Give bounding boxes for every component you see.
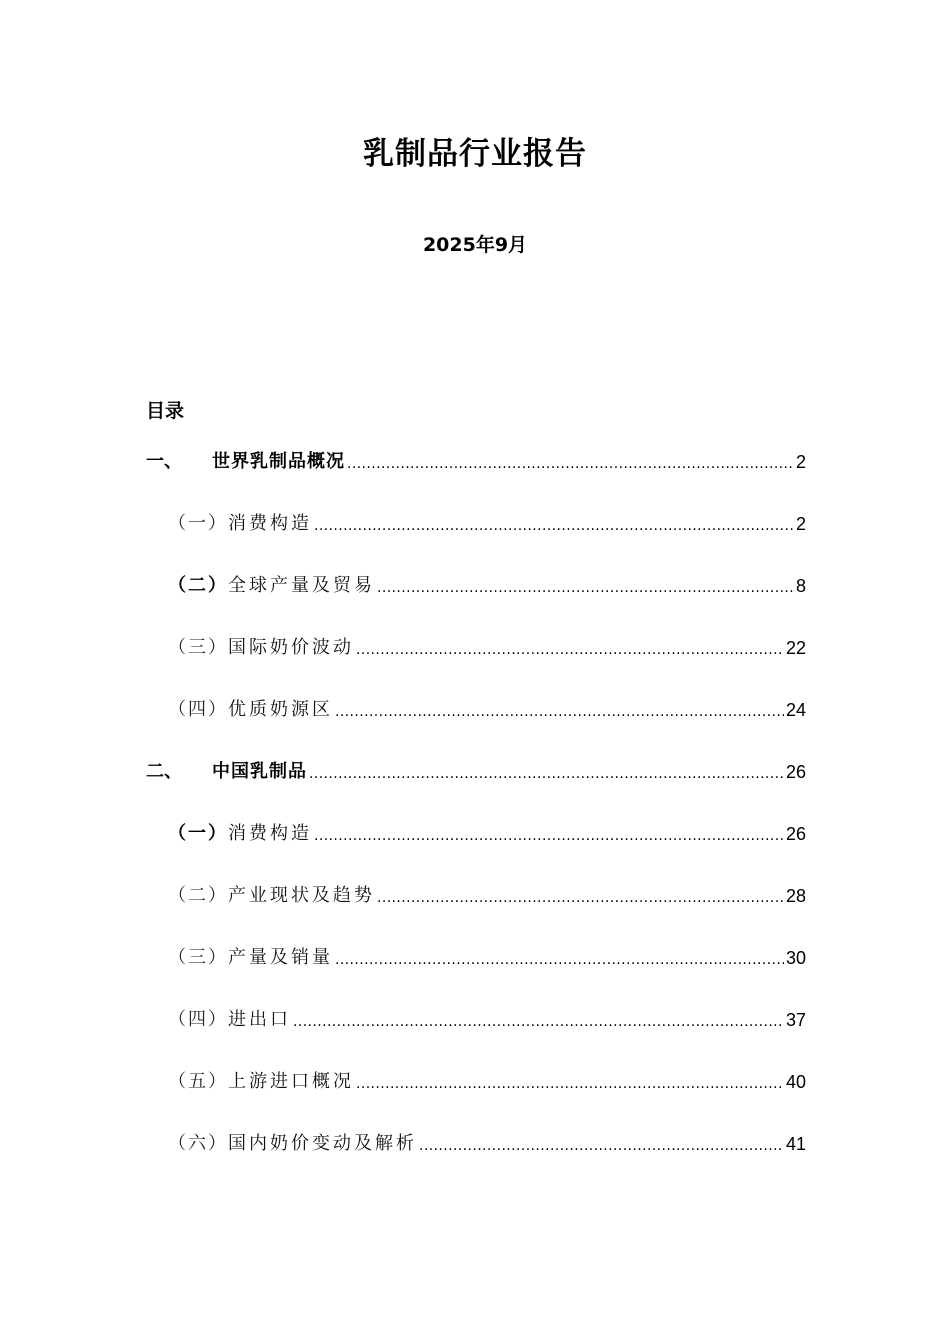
toc-dot-leader [335,699,784,725]
toc-dot-leader [293,1009,784,1035]
toc-entry-page: 30 [785,948,806,968]
toc-dot-leader [356,1071,784,1097]
document-date: 2025年9月 [422,234,528,256]
toc-dot-leader [335,947,784,973]
toc-entry[interactable] [168,1005,806,1035]
toc-entry-title: 国际奶价波动 [228,637,354,658]
toc-entry-number: （三） [168,637,228,658]
toc-entry[interactable] [146,757,806,787]
toc-entry[interactable] [168,943,806,973]
toc-entry-number: （二） [168,885,228,906]
toc-entry-title: 优质奶源区 [228,699,333,720]
toc-dot-leader [314,823,784,849]
toc-entry-number: （六） [168,1133,228,1154]
toc-entry-title: 进出口 [228,1009,291,1030]
toc-entry-number: （四） [168,1009,228,1030]
toc-entry-page: 26 [785,762,806,782]
toc-entry-page: 26 [785,824,806,844]
toc-entry[interactable] [168,695,806,725]
toc-entry-title: 世界乳制品概况 [212,451,345,472]
toc-dot-leader [356,637,784,663]
toc-entry[interactable] [168,633,806,663]
toc-entry-number: 二、 [146,761,182,782]
toc-entry-number: （一） [168,513,228,534]
toc-entry-page: 2 [795,514,806,534]
toc-entry[interactable] [168,819,806,849]
toc-entry[interactable] [168,571,806,601]
toc-entry-number: （五） [168,1071,228,1092]
toc-entry-title: 消费构造 [228,513,312,534]
toc-entry-title: 消费构造 [228,823,312,844]
toc-entry-number: （三） [168,947,228,968]
toc-entry-title: 产量及销量 [228,947,333,968]
toc-entry-page: 24 [785,700,806,720]
toc-entry-title: 上游进口概况 [228,1071,354,1092]
toc-entry[interactable] [168,1067,806,1097]
toc-dot-leader [309,761,784,787]
toc-entry[interactable] [146,447,806,477]
toc-entry-page: 40 [785,1072,806,1092]
document-title: 乳制品行业报告 [363,136,587,172]
toc-entry[interactable] [168,881,806,911]
toc-entry-title: 全球产量及贸易 [228,575,375,596]
toc-entry-page: 37 [785,1010,806,1030]
toc-entry[interactable] [168,509,806,539]
toc-dot-leader [419,1133,784,1159]
toc-heading: 目录 [146,400,185,422]
toc-entry-page: 2 [795,452,806,472]
toc-entry-title: 中国乳制品 [212,761,307,782]
toc-entry-number: （一） [168,823,228,844]
toc-dot-leader [377,885,784,911]
toc-entry[interactable] [168,1129,806,1159]
toc-dot-leader [347,451,794,477]
toc-entry-title: 产业现状及趋势 [228,885,375,906]
toc-entry-page: 28 [785,886,806,906]
toc-entry-number: （四） [168,699,228,720]
toc-dot-leader [314,513,794,539]
toc-entry-number: 一、 [146,451,182,472]
toc-dot-leader [377,575,794,601]
toc-entry-number: （二） [168,575,228,596]
toc-entry-title: 国内奶价变动及解析 [228,1133,417,1154]
toc-entry-page: 8 [795,576,806,596]
toc-entry-page: 22 [785,638,806,658]
toc-entry-page: 41 [785,1134,806,1154]
